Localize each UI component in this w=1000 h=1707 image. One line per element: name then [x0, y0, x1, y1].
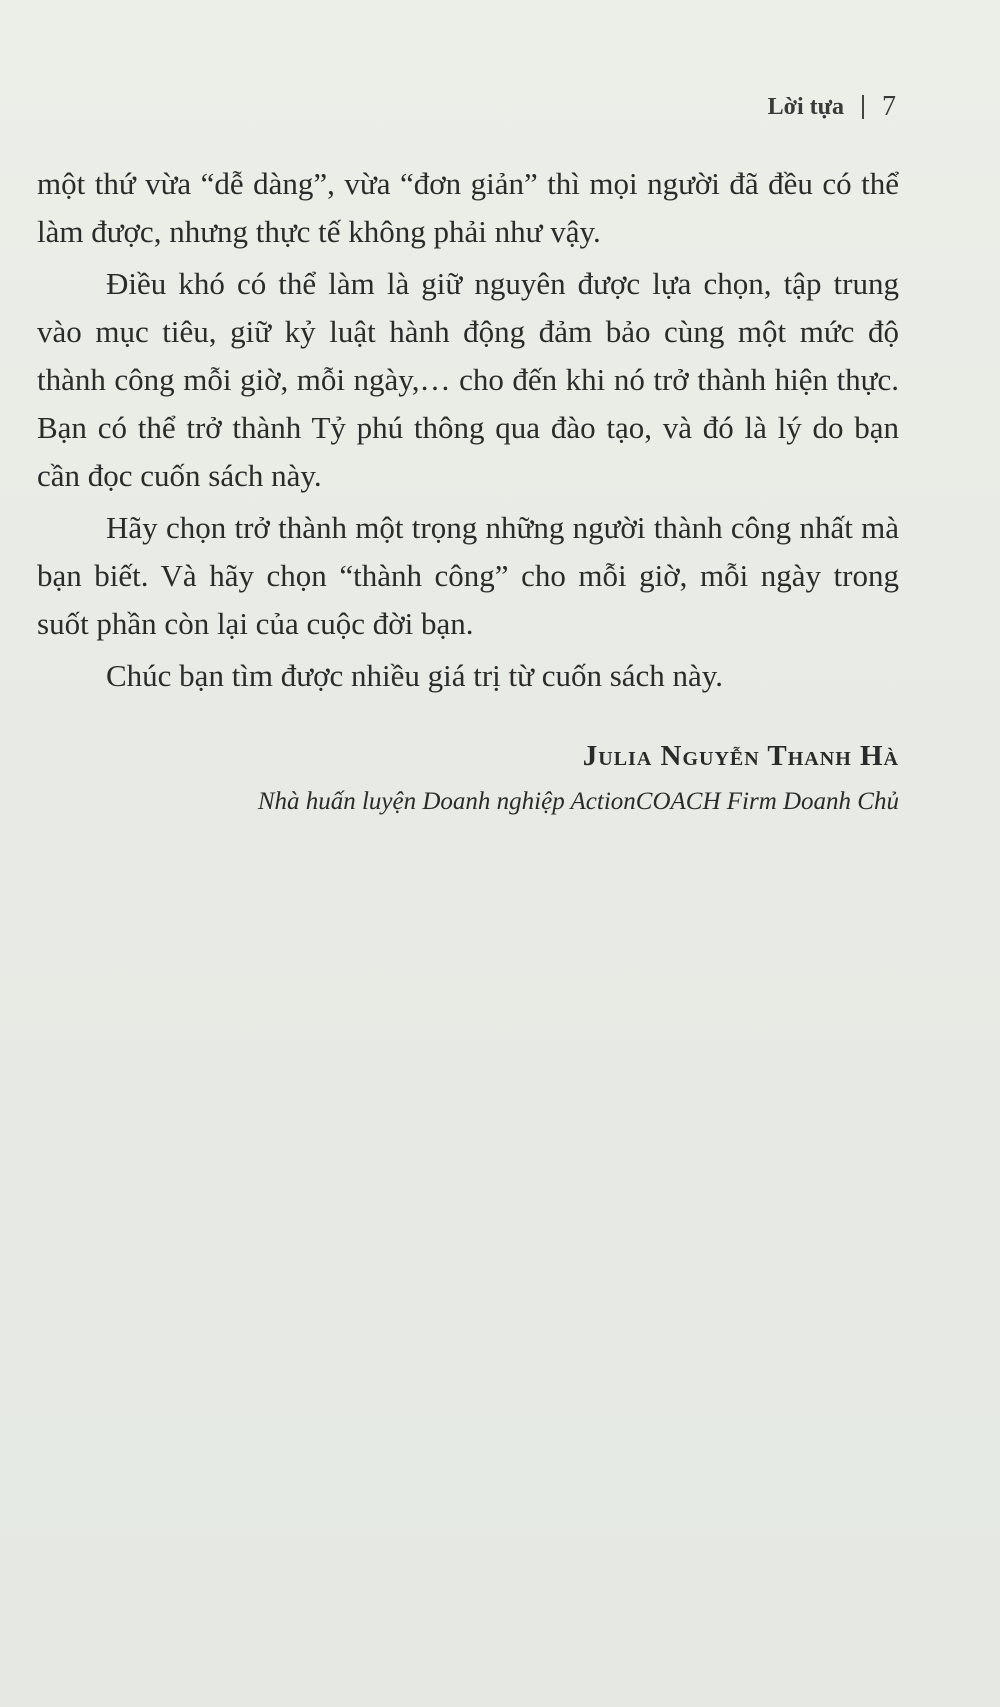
running-header	[768, 93, 896, 121]
section-title: Lời tựa	[767, 94, 844, 120]
page-number: 7	[882, 91, 896, 122]
paragraph-4: Chúc bạn tìm được nhiều giá trị từ cuốn sách này.	[106, 658, 724, 693]
header-separator	[862, 95, 864, 119]
paragraph-2: Điều khó có thể làm là giữ nguyên được lựa chọn, tập trung vào mục tiêu, giữ kỷ luật hành động đảm bảo cùng một mức độ thành công mỗi giờ, mỗi ngày,… cho đến khi nó trở thành hiện thực. Bạn có thể trở thành Tỷ phú thông qua đào tạo, và đó là lý do bạn cần đọc cuốn sách này.	[37, 266, 899, 493]
author-name: Julia Nguyễn Thanh Hà	[582, 740, 899, 772]
author-role: Nhà huấn luyện Doanh nghiệp ActionCOACH Firm Doanh Chủ	[257, 788, 899, 815]
paragraph-3: Hãy chọn trở thành một trọng những người thành công nhất mà bạn biết. Và hãy chọn “thành công” cho mỗi giờ, mỗi ngày trong suốt phần còn lại của cuộc đời bạn.	[37, 510, 899, 641]
page-content	[37, 160, 899, 819]
paragraph-1: một thứ vừa “dễ dàng”, vừa “đơn giản” thì mọi người đã đều có thể làm được, nhưng thực tế không phải như vậy.	[37, 166, 899, 249]
